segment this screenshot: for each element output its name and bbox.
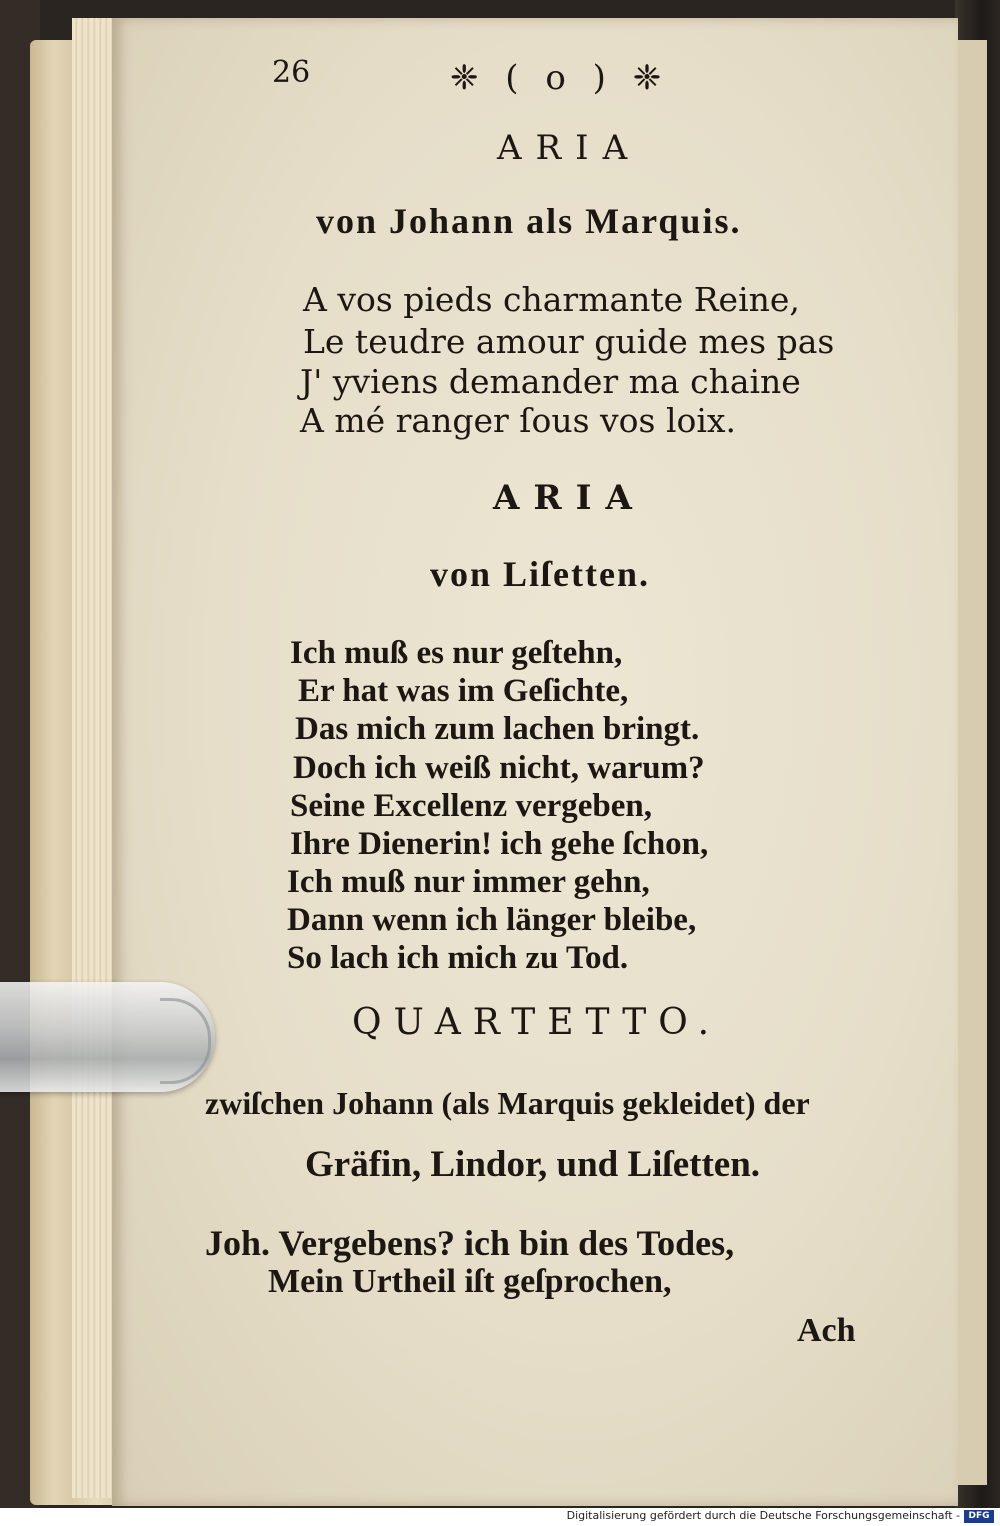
aria-1-line: J' yviens demander ma chaine [300,362,801,401]
quartetto-line: Joh. Vergebens? ich bin des Todes, [205,1223,735,1263]
quartetto-title: QUARTETTO. [352,1002,722,1043]
dfg-logo: DFG [964,1510,994,1523]
aria-2-line: Seine Excellenz vergeben, [290,788,653,824]
digitization-credit: Digitalisierung gefördert durch die Deutsche Forschungsgemeinschaft - [566,1509,960,1522]
aria-2-title: ARIA [493,478,646,518]
aria-2-line: Doch ich weiß nicht, warum? [293,750,705,786]
aria-2-line: Ihre Dienerin! ich gehe ſchon, [290,826,709,862]
facing-page-edge [957,40,987,1485]
aria-2-line: Dann wenn ich länger bleibe, [287,902,697,938]
aria-2-line: Das mich zum lachen bringt. [295,711,700,747]
quartetto-description-line-1: zwiſchen Johann (als Marquis gekleidet) der [205,1085,810,1121]
quartetto-description-line-2: Gräfin, Lindor, und Liſetten. [305,1144,761,1185]
quartetto-line: Mein Urtheil iſt geſprochen, [268,1263,672,1300]
aria-2-subtitle: von Liſetten. [430,554,650,594]
aria-1-subtitle: von Johann als Marquis. [316,201,742,241]
aria-2-line: Ich muß nur immer gehn, [287,864,650,900]
aria-2-line: Er hat was im Geſichte, [298,673,629,709]
aria-1-title: ARIA [497,128,642,168]
page-number: 26 [272,55,311,90]
aria-1-line: A vos pieds charmante Reine, [303,280,800,319]
aria-1-line: A mé ranger ſous vos loix. [300,401,737,440]
show-through-text [250,150,262,203]
page-header-ornament: ❈ ( o ) ❈ [450,58,670,98]
aria-1-line: Le teudre amour guide mes pas [303,322,835,361]
aria-2-line: So lach ich mich zu Tod. [287,940,629,976]
aria-2-line: Ich muß es nur geſtehn, [290,635,623,671]
catchword: Ach [797,1312,856,1349]
